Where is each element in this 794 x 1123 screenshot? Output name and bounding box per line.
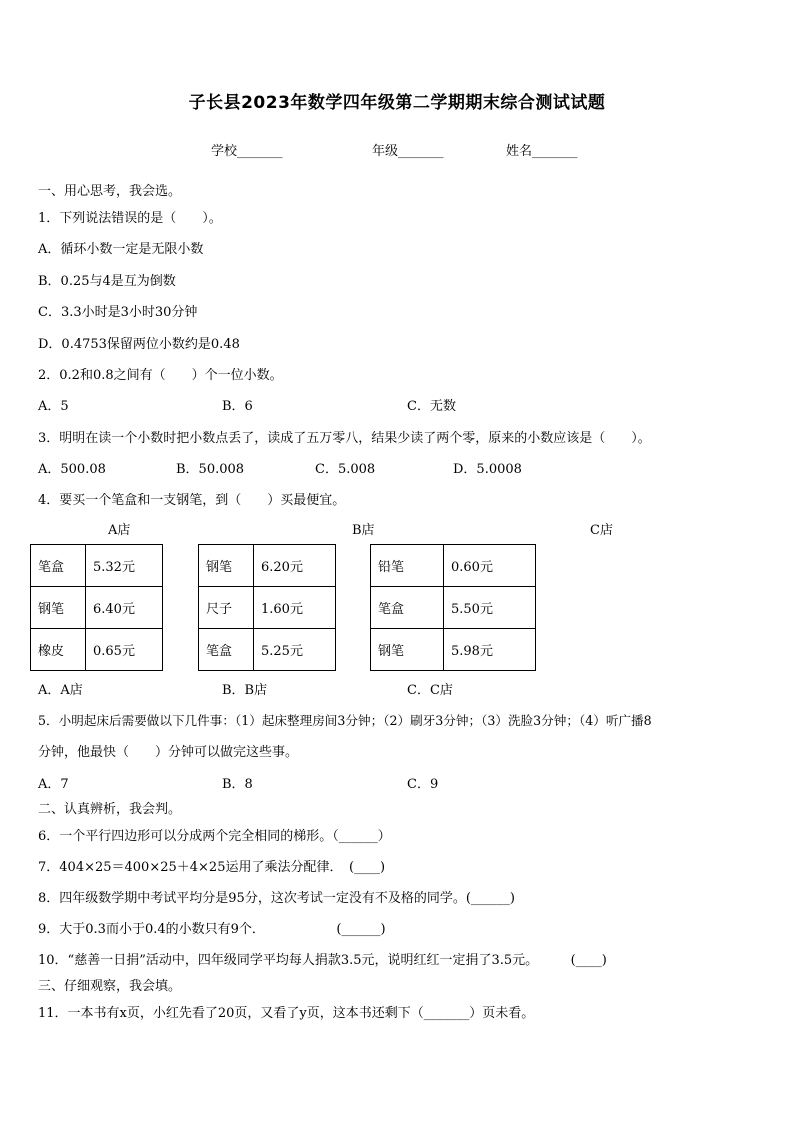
q3-option-d: D．5.0008 — [453, 462, 522, 477]
item-price: 6.20元 — [254, 545, 336, 587]
table-row — [31, 545, 163, 587]
item-price: 5.32元 — [86, 545, 163, 587]
q4-option-a: A．A店 — [38, 683, 83, 698]
table-row — [371, 587, 536, 629]
question-3: 3．明明在读一个小数时把小数点丢了，读成了五万零八，结果少读了两个零，原来的小数应该是（ ）。 — [38, 431, 651, 446]
grade-field: 年级_______ — [372, 144, 444, 159]
name-field: 姓名_______ — [506, 144, 578, 159]
question-1: 1．下列说法错误的是（ ）。 — [38, 211, 222, 226]
q5-option-a: A．7 — [38, 777, 69, 792]
question-2: 2．0.2和0.8之间有（ ）个一位小数。 — [38, 368, 283, 383]
q4-option-c: C．C店 — [407, 683, 453, 698]
q1-option-a: A．循环小数一定是无限小数 — [38, 242, 204, 257]
store-a-table — [30, 544, 163, 671]
q1-option-b: B．0.25与4是互为倒数 — [38, 274, 176, 289]
q1-option-d: D．0.4753保留两位小数约是0.48 — [38, 337, 240, 352]
q2-option-c: C．无数 — [407, 399, 456, 414]
item-price: 0.60元 — [444, 545, 536, 587]
item-price: 5.25元 — [254, 629, 336, 671]
q3-option-c: C．5.008 — [315, 462, 376, 477]
q3-option-b: B．50.008 — [176, 462, 245, 477]
q2-option-b: B．6 — [222, 399, 253, 414]
q5-option-b: B．8 — [222, 777, 253, 792]
table-row — [199, 545, 336, 587]
item-name: 橡皮 — [31, 629, 86, 671]
q4-option-b: B．B店 — [222, 683, 268, 698]
question-7: 7．404×25＝400×25＋4×25运用了乘法分配律． (____) — [38, 860, 386, 875]
q1-option-c: C．3.3小时是3小时30分钟 — [38, 305, 198, 320]
store-b-label: B店 — [352, 523, 375, 538]
store-a-label: A店 — [108, 523, 131, 538]
item-name: 钢笔 — [31, 587, 86, 629]
school-field: 学校_______ — [211, 144, 283, 159]
question-6: 6．一个平行四边形可以分成两个完全相同的梯形。（______） — [38, 829, 391, 844]
q5-option-c: C．9 — [407, 777, 439, 792]
q2-option-a: A．5 — [38, 399, 69, 414]
question-9: 9．大于0.3而小于0.4的小数只有9个． (______) — [38, 922, 386, 937]
section-heading-1: 一、用心思考，我会选。 — [38, 184, 182, 199]
table-row — [199, 587, 336, 629]
item-name: 钢笔 — [199, 545, 254, 587]
table-row — [371, 545, 536, 587]
store-b-table — [198, 544, 336, 671]
item-name: 笔盒 — [371, 587, 444, 629]
table-row — [31, 629, 163, 671]
item-name: 尺子 — [199, 587, 254, 629]
question-11: 11．一本书有x页，小红先看了20页，又看了y页，这本书还剩下（_______）页未看。 — [38, 1006, 535, 1021]
question-5-line-2: 分钟，他最快（ ）分钟可以做完这些事。 — [38, 745, 299, 760]
page-title: 子长县2023年数学四年级第二学期期末综合测试试题 — [188, 93, 606, 113]
item-name: 笔盒 — [199, 629, 254, 671]
question-5-line-1: 5．小明起床后需要做以下几件事：（1）起床整理房间3分钟；（2）刷牙3分钟；（3）洗脸3分钟；（4）听广播8 — [38, 713, 652, 728]
item-price: 0.65元 — [86, 629, 163, 671]
store-c-label: C店 — [590, 523, 613, 538]
item-price: 6.40元 — [86, 587, 163, 629]
question-10: 10．“慈善一日捐”活动中，四年级同学平均每人捐款3.5元，说明红红一定捐了3.5元。 (____) — [38, 953, 607, 968]
item-price: 5.98元 — [444, 629, 536, 671]
question-8: 8．四年级数学期中考试平均分是95分，这次考试一定没有不及格的同学。(______) — [38, 891, 515, 906]
table-row — [371, 629, 536, 671]
item-name: 笔盒 — [31, 545, 86, 587]
section-heading-2: 二、认真辨析，我会判。 — [38, 802, 182, 817]
section-heading-3: 三、仔细观察，我会填。 — [38, 979, 182, 994]
item-name: 铅笔 — [371, 545, 444, 587]
item-name: 钢笔 — [371, 629, 444, 671]
question-4: 4．要买一个笔盒和一支钢笔，到（ ）买最便宜。 — [38, 493, 346, 508]
store-c-table — [370, 544, 536, 671]
table-row — [199, 629, 336, 671]
table-row — [31, 587, 163, 629]
q3-option-a: A．500.08 — [38, 462, 106, 477]
item-price: 1.60元 — [254, 587, 336, 629]
item-price: 5.50元 — [444, 587, 536, 629]
